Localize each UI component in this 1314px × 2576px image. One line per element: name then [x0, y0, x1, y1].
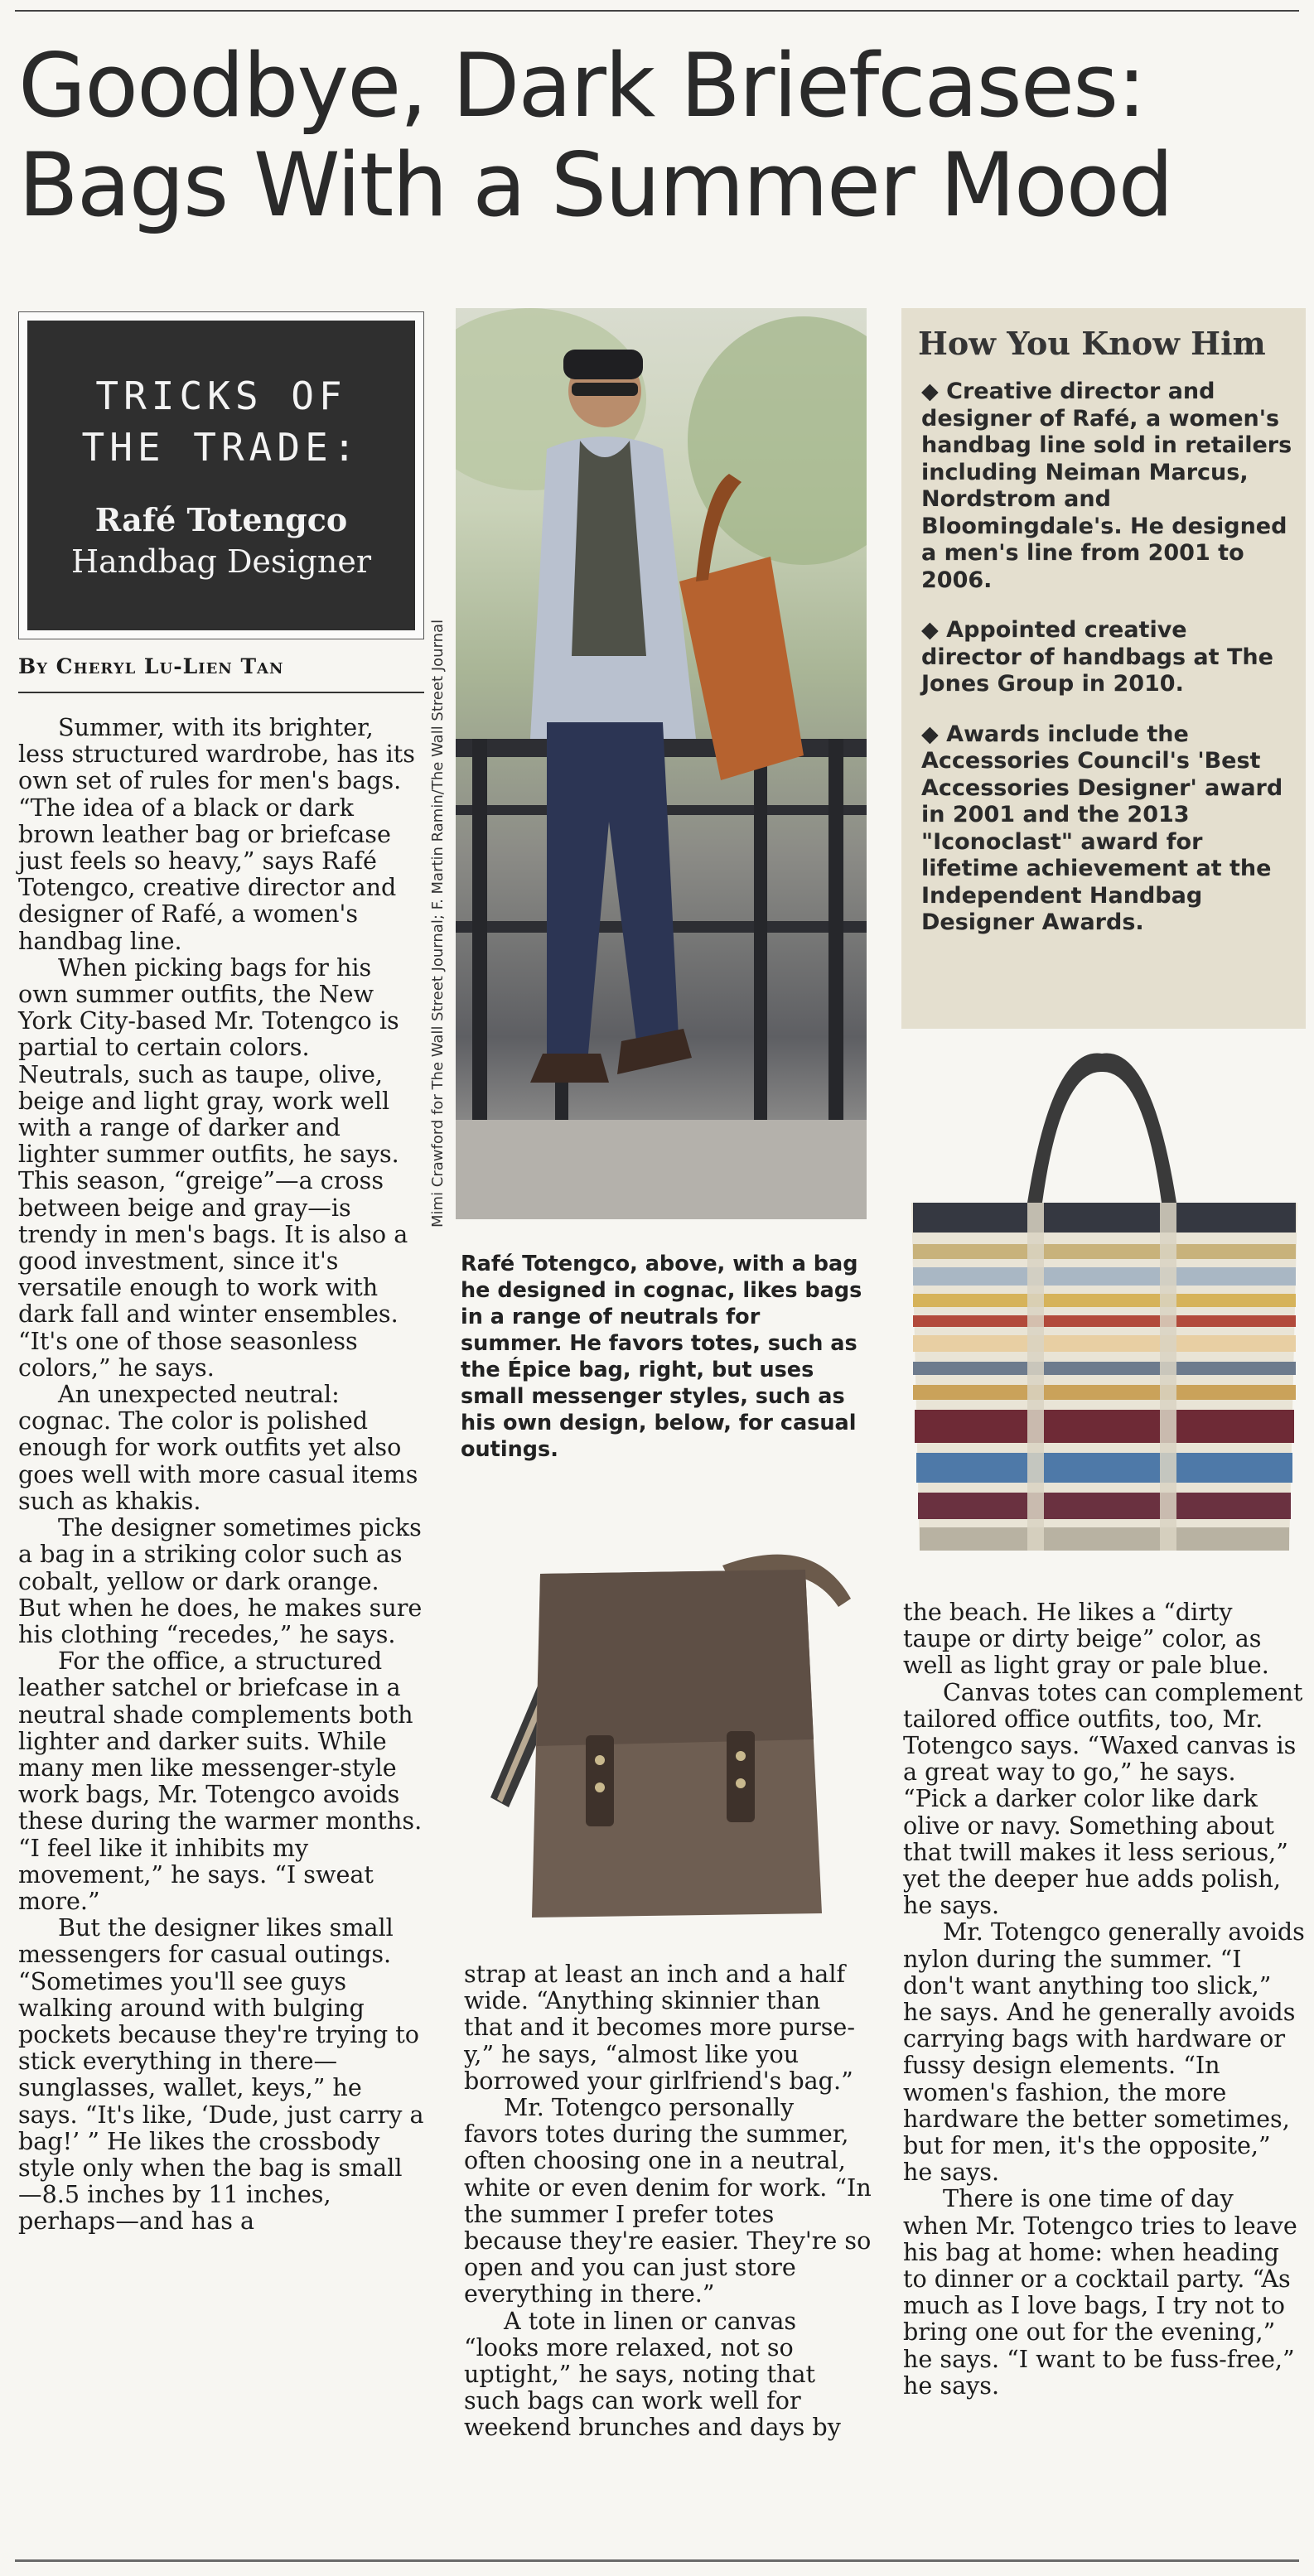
byline-rule	[18, 692, 424, 693]
article-column-3	[903, 1599, 1306, 2399]
messenger-bag-illustration	[457, 1524, 872, 1930]
byline: By Cheryl Lu-Lien Tan	[18, 654, 284, 678]
paragraph: Mr. Totengco generally avoids nylon during the summer. “I don't want anything too slick,” he says. And he generally avoids carrying bags with hardware or fussy design elements. “In women's fashion, the more hardware the better sometimes, but for men, it's the opposite,” he says.	[903, 1918, 1305, 2187]
paragraph: There is one time of day when Mr. Totengco tries to leave his bag at home: when heading to dinner or a cocktail party. “As much as I love bags, I try not to bring one out for the evening,” he says. “I want to be fuss-free,” he says.	[903, 2184, 1297, 2400]
tricks-of-the-trade-panel	[27, 321, 415, 630]
sidebar-item: ◆ Awards include the Accessories Council's 'Best Accessories Designer' award in 2001 and the 2013 "Iconoclast" award for lifetime achievement at the Independent Handbag Designer Awards.	[921, 721, 1283, 935]
tricks-title-line-1: TRICKS OF	[95, 374, 347, 418]
photo-credit: Mimi Crawford for The Wall Street Journal; F. Martin Ramin/The Wall Street Journal	[429, 619, 447, 1228]
paragraph: strap at least an inch and a half wide. “Anything skinnier than that and it becomes more purse-y,” he says, “almost like you borrowed your girlfriend's bag.”	[464, 1960, 856, 2095]
striped-tote-illustration	[903, 1045, 1306, 1575]
paragraph: For the office, a structured leather satchel or briefcase in a neutral shade complements both lighter and darker suits. While many men like messenger-style work bags, Mr. Totengco avoids these during the warmer months. “I feel like it inhibits my movement,” he says. “I sweat more.”	[18, 1647, 423, 1915]
paragraph: Mr. Totengco personally favors totes during the summer, often choosing one in a neutral, white or even denim for work. “In the summer I prefer totes because they're easier. They're so open and you can just store everything in there.”	[464, 2093, 872, 2308]
how-you-know-him-sidebar	[901, 308, 1306, 1029]
designer-photo	[456, 308, 867, 1219]
headline	[18, 36, 1298, 235]
headline-line-1: Goodbye, Dark Briefcases:	[18, 35, 1145, 137]
paragraph: Canvas totes can complement tailored office outfits, too, Mr. Totengco says. “Waxed canvas is a great way to go,” he says. “Pick a darker color like dark olive or navy. Something about that twill makes it less serious,” yet the deeper hue adds polish, he says.	[903, 1677, 1303, 1920]
paragraph: The designer sometimes picks a bag in a striking color such as cobalt, yellow or dark orange. But when he does, he makes sure his clothing “recedes,” he says.	[18, 1513, 423, 1648]
tricks-of-the-trade-box	[18, 311, 424, 639]
tricks-title-line-2: THE TRADE:	[81, 425, 361, 470]
diamond-bullet-icon: ◆	[921, 379, 947, 404]
sidebar-item: ◆ Creative director and designer of Rafé, a women's handbag line sold in retailers including Neiman Marcus, Nordstrom and Bloomingdale's. He designed a men's line from 2001 to 2006.	[921, 379, 1292, 593]
designer-name: Rafé Totengco	[94, 501, 348, 538]
diamond-bullet-icon: ◆	[921, 721, 947, 747]
sidebar-title: How You Know Him	[918, 325, 1266, 362]
sidebar-item: ◆ Appointed creative director of handbags at The Jones Group in 2010.	[921, 617, 1273, 697]
paragraph: When picking bags for his own summer outfits, the New York City-based Mr. Totengco is partial to certain colors. Neutrals, such as taupe, olive, beige and light gray, work well with a range of darker and lighter summer outfits, he says. This season, “greige”—a cross between beige and gray—is trendy in men's bags. It is also a good investment, since it's versatile enough to work with dark fall and winter ensembles. “It's one of those seasonless colors,” he says.	[18, 953, 408, 1382]
striped-tote-photo	[903, 1045, 1306, 1575]
diamond-bullet-icon: ◆	[921, 617, 947, 643]
paragraph: Summer, with its brighter, less structured wardrobe, has its own set of rules for men's bags. “The idea of a black or dark brown leather bag or briefcase just feels so heavy,” says Rafé Totengco, creative director and designer of Rafé, a women's handbag line.	[18, 713, 415, 955]
designer-photo-illustration	[456, 308, 867, 1219]
designer-role: Handbag Designer	[70, 543, 372, 580]
paragraph: But the designer likes small messengers for casual outings. “Sometimes you'll see guys walking around with bulging pockets because they're trying to stick everything in there—sunglasses, wallet, keys,” he says. “It's like, ‘Dude, just carry a bag!’ ” He likes the crossbody style only when the bag is small—8.5 inches by 11 inches, perhaps—and has a	[18, 1913, 424, 2236]
messenger-bag-photo	[457, 1524, 872, 1930]
bottom-rule	[15, 2559, 1299, 2562]
paragraph: An unexpected neutral: cognac. The color is polished enough for work outfits yet also goes well with more casual items such as khakis.	[18, 1380, 418, 1515]
article-column-2	[464, 1961, 872, 2441]
photo-caption: Rafé Totengco, above, with a bag he designed in cognac, likes bags in a range of neutrals for summer. He favors totes, such as the Épice bag, right, but uses small messenger styles, such as his own design, below, for casual outings.	[461, 1252, 862, 1462]
paragraph: A tote in linen or canvas “looks more relaxed, not so uptight,” he says, noting that such bags can work well for weekend brunches and days by	[464, 2306, 841, 2442]
paragraph: the beach. He likes a “dirty taupe or dirty beige” color, as well as light gray or pale blue.	[903, 1598, 1269, 1680]
top-rule	[15, 10, 1299, 12]
article-column-1	[18, 714, 424, 2235]
headline-line-2: Bags With a Summer Mood	[18, 134, 1172, 236]
